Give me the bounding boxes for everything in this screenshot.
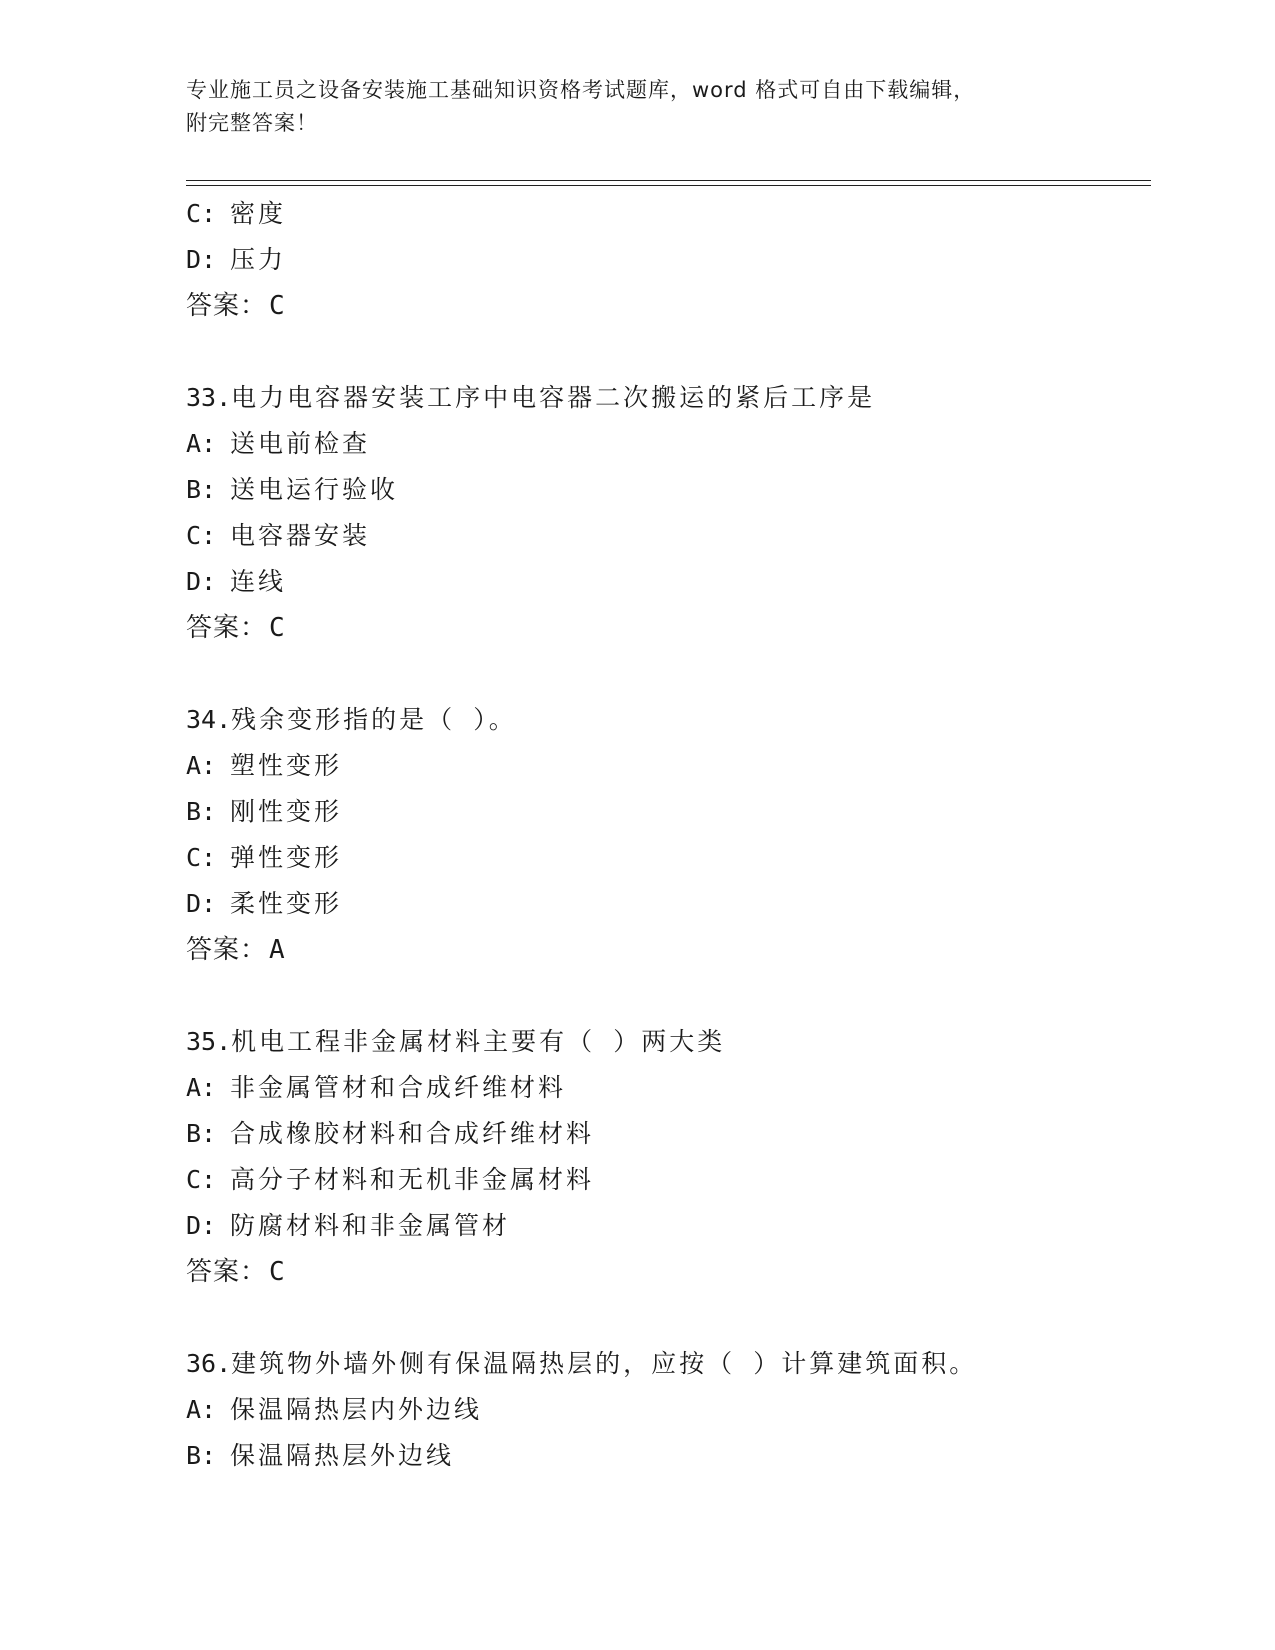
- option-row: [186, 559, 1166, 605]
- option-letter: A:: [186, 751, 217, 780]
- answer-label: 答案：: [186, 1257, 268, 1287]
- answer-label: 答案：: [186, 613, 268, 643]
- question-stem: [186, 375, 1166, 421]
- option-text: 塑性变形: [230, 751, 343, 780]
- question-text: 机电工程非金属材料主要有（ ）两大类: [231, 1027, 726, 1056]
- option-row: [186, 881, 1166, 927]
- option-letter: C:: [186, 521, 217, 550]
- option-letter: D:: [186, 245, 217, 274]
- option-row: [186, 1157, 1166, 1203]
- question-number: 36.: [186, 1349, 232, 1378]
- option-letter: D:: [186, 1211, 217, 1240]
- option-text: 保温隔热层外边线: [230, 1441, 455, 1470]
- option-row: [186, 1065, 1166, 1111]
- option-row: [186, 1387, 1166, 1433]
- answer-value: C: [269, 613, 286, 643]
- option-letter: C:: [186, 199, 217, 228]
- option-text: 刚性变形: [230, 797, 343, 826]
- header-divider-top: [186, 180, 1151, 181]
- option-text: 压力: [230, 245, 287, 274]
- option-text: 柔性变形: [230, 889, 343, 918]
- option-text: 送电前检查: [230, 429, 371, 458]
- answer-row: [186, 283, 1166, 329]
- option-row: [186, 191, 1166, 237]
- option-row: [186, 237, 1166, 283]
- answer-value: A: [269, 935, 286, 965]
- question-stem: [186, 697, 1166, 743]
- option-row: [186, 789, 1166, 835]
- question-number: 35.: [186, 1027, 232, 1056]
- answer-label: 答案：: [186, 291, 268, 321]
- option-letter: A:: [186, 1395, 217, 1424]
- option-row: [186, 1111, 1166, 1157]
- option-letter: B:: [186, 797, 217, 826]
- option-letter: B:: [186, 475, 217, 504]
- option-letter: B:: [186, 1119, 217, 1148]
- answer-value: C: [269, 1257, 286, 1287]
- question-stem: [186, 1341, 1166, 1387]
- option-row: [186, 835, 1166, 881]
- option-row: [186, 513, 1166, 559]
- option-letter: D:: [186, 889, 217, 918]
- question-text: 残余变形指的是（ ）。: [231, 705, 517, 734]
- question-list: [186, 191, 1166, 1479]
- option-row: [186, 743, 1166, 789]
- option-letter: A:: [186, 1073, 217, 1102]
- option-text: 弹性变形: [230, 843, 343, 872]
- option-letter: C:: [186, 1165, 217, 1194]
- option-text: 连线: [230, 567, 287, 596]
- option-text: 密度: [230, 199, 287, 228]
- option-row: [186, 1203, 1166, 1249]
- header-divider-bottom: [186, 185, 1151, 186]
- question-stem: [186, 1019, 1166, 1065]
- option-text: 送电运行验收: [230, 475, 399, 504]
- option-text: 电容器安装: [230, 521, 371, 550]
- option-text: 高分子材料和无机非金属材料: [230, 1165, 595, 1194]
- option-text: 防腐材料和非金属管材: [230, 1211, 511, 1240]
- question-text: 电力电容器安装工序中电容器二次搬运的紧后工序是: [231, 383, 876, 412]
- option-letter: C:: [186, 843, 217, 872]
- option-text: 保温隔热层内外边线: [230, 1395, 483, 1424]
- option-letter: B:: [186, 1441, 217, 1470]
- question-text: 建筑物外墙外侧有保温隔热层的，应按（ ）计算建筑面积。: [231, 1349, 978, 1378]
- option-letter: A:: [186, 429, 217, 458]
- option-letter: D:: [186, 567, 217, 596]
- answer-row: [186, 927, 1166, 973]
- option-row: [186, 421, 1166, 467]
- answer-row: [186, 1249, 1166, 1295]
- option-row: [186, 1433, 1166, 1479]
- option-text: 非金属管材和合成纤维材料: [230, 1073, 567, 1102]
- option-row: [186, 467, 1166, 513]
- answer-label: 答案：: [186, 935, 268, 965]
- answer-value: C: [269, 291, 286, 321]
- question-number: 33.: [186, 383, 232, 412]
- answer-row: [186, 605, 1166, 651]
- document-header: [186, 74, 1086, 140]
- header-line-1: 专业施工员之设备安装施工基础知识资格考试题库，word 格式可自由下载编辑，: [186, 78, 976, 102]
- question-number: 34.: [186, 705, 232, 734]
- header-line-2: 附完整答案！: [186, 111, 318, 135]
- option-text: 合成橡胶材料和合成纤维材料: [230, 1119, 595, 1148]
